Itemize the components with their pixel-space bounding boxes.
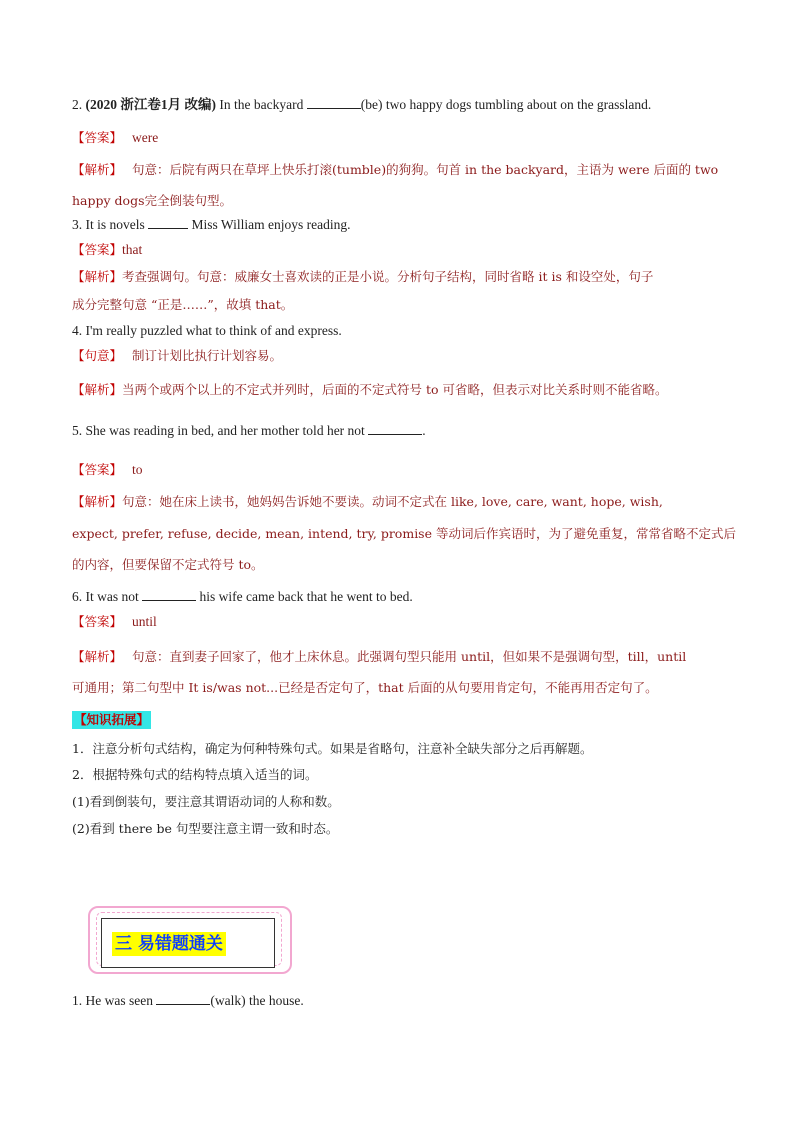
analysis-text: 考查强调句。句意：威廉女士喜欢读的正是小说。分析句子结构，同时省略 it is 和设空处，句子 bbox=[122, 269, 654, 284]
question-2 bbox=[72, 96, 651, 114]
knowledge-item: 2．根据特殊句式的结构特点填入适当的词。 bbox=[72, 767, 318, 782]
analysis-tag: 【解析】 bbox=[72, 269, 123, 284]
answer-tag: 【答案】 bbox=[72, 130, 123, 145]
question-text: 6. It was not bbox=[72, 589, 139, 604]
answer-text: until bbox=[132, 614, 157, 629]
analysis-text: 成分完整句意 “正是……”，故填 that。 bbox=[72, 297, 294, 312]
analysis-tag: 【解析】 bbox=[72, 494, 123, 509]
meaning-tag: 【句意】 bbox=[72, 348, 123, 363]
analysis-row bbox=[72, 268, 653, 286]
answer-text: that bbox=[122, 242, 143, 257]
question-text: . bbox=[422, 423, 426, 438]
meaning-text: 制订计划比执行计划容易。 bbox=[132, 348, 283, 363]
question-text: In the backyard bbox=[219, 97, 304, 112]
answer-tag: 【答案】 bbox=[72, 462, 123, 477]
answer-tag: 【答案】 bbox=[72, 242, 123, 257]
answer-blank[interactable] bbox=[148, 216, 188, 229]
question-text: his wife came back that he went to bed. bbox=[199, 589, 413, 604]
knowledge-item: (2)看到 there be 句型要注意主谓一致和时态。 bbox=[72, 821, 339, 836]
analysis-tag: 【解析】 bbox=[72, 649, 123, 664]
answer-row bbox=[72, 129, 158, 147]
analysis-text: 当两个或两个以上的不定式并列时，后面的不定式符号 to 可省略，但表示对比关系时则不能省略。 bbox=[122, 382, 668, 397]
analysis-text: 句意：直到妻子回家了，他才上床休息。此强调句型只能用 until，但如果不是强调句型，till，until bbox=[132, 649, 687, 664]
question-text: (be) two happy dogs tumbling about on the grassland. bbox=[360, 97, 652, 112]
question-text: 5. She was reading in bed, and her mother told her not bbox=[72, 423, 365, 438]
analysis-row bbox=[72, 381, 668, 399]
analysis-text: 句意：后院有两只在草坪上快乐打滚(tumble)的狗狗。句首 in the backyard，主语为 were 后面的 two bbox=[132, 162, 719, 177]
question-6 bbox=[72, 588, 413, 606]
question-4: 4. I'm really puzzled what to think of and express. bbox=[72, 323, 342, 338]
analysis-text: 的内容，但要保留不定式符号 to。 bbox=[72, 557, 264, 572]
analysis-tag: 【解析】 bbox=[72, 382, 123, 397]
meaning-row bbox=[72, 347, 282, 365]
answer-text: were bbox=[132, 130, 159, 145]
knowledge-item: 1．注意分析句式结构，确定为何种特殊句式。如果是省略句，注意补全缺失部分之后再解题。 bbox=[72, 741, 593, 756]
question-text: 3. It is novels bbox=[72, 217, 145, 232]
section-title: 三 易错题通关 bbox=[112, 932, 226, 956]
analysis-row bbox=[72, 648, 686, 666]
analysis-row bbox=[72, 493, 663, 511]
analysis-text: 句意：她在床上读书，她妈妈告诉她不要读。动词不定式在 like, love, care, want, hope, wish, bbox=[122, 494, 663, 509]
question-text: Miss William enjoys reading. bbox=[191, 217, 351, 232]
analysis-text: happy dogs完全倒装句型。 bbox=[72, 193, 232, 208]
knowledge-tag: 【知识拓展】 bbox=[74, 712, 150, 727]
answer-tag: 【答案】 bbox=[72, 614, 123, 629]
answer-blank[interactable] bbox=[156, 992, 210, 1005]
question-source: (2020 浙江卷1月 改编) bbox=[85, 97, 216, 112]
answer-row bbox=[72, 241, 142, 259]
question-next-1 bbox=[72, 992, 304, 1010]
analysis-text: 可通用；第二句型中 It is/was not...已经是否定句了，that 后面的从句要用肯定句，不能再用否定句了。 bbox=[72, 680, 658, 695]
answer-text: to bbox=[132, 462, 143, 477]
answer-row bbox=[72, 461, 143, 479]
question-number: 2. bbox=[72, 97, 83, 112]
analysis-text: expect, prefer, refuse, decide, mean, intend, try, promise 等动词后作宾语时，为了避免重复，常常省略不定式后 bbox=[72, 526, 736, 541]
answer-blank[interactable] bbox=[307, 96, 361, 109]
answer-blank[interactable] bbox=[368, 422, 422, 435]
answer-row bbox=[72, 613, 157, 631]
question-5 bbox=[72, 422, 426, 440]
question-3 bbox=[72, 216, 350, 234]
analysis-row bbox=[72, 161, 718, 179]
question-text: 1. He was seen bbox=[72, 993, 153, 1008]
answer-blank[interactable] bbox=[142, 588, 196, 601]
analysis-tag: 【解析】 bbox=[72, 162, 123, 177]
knowledge-item: (1)看到倒装句，要注意其谓语动词的人称和数。 bbox=[72, 794, 340, 809]
question-text: (walk) the house. bbox=[210, 993, 304, 1008]
